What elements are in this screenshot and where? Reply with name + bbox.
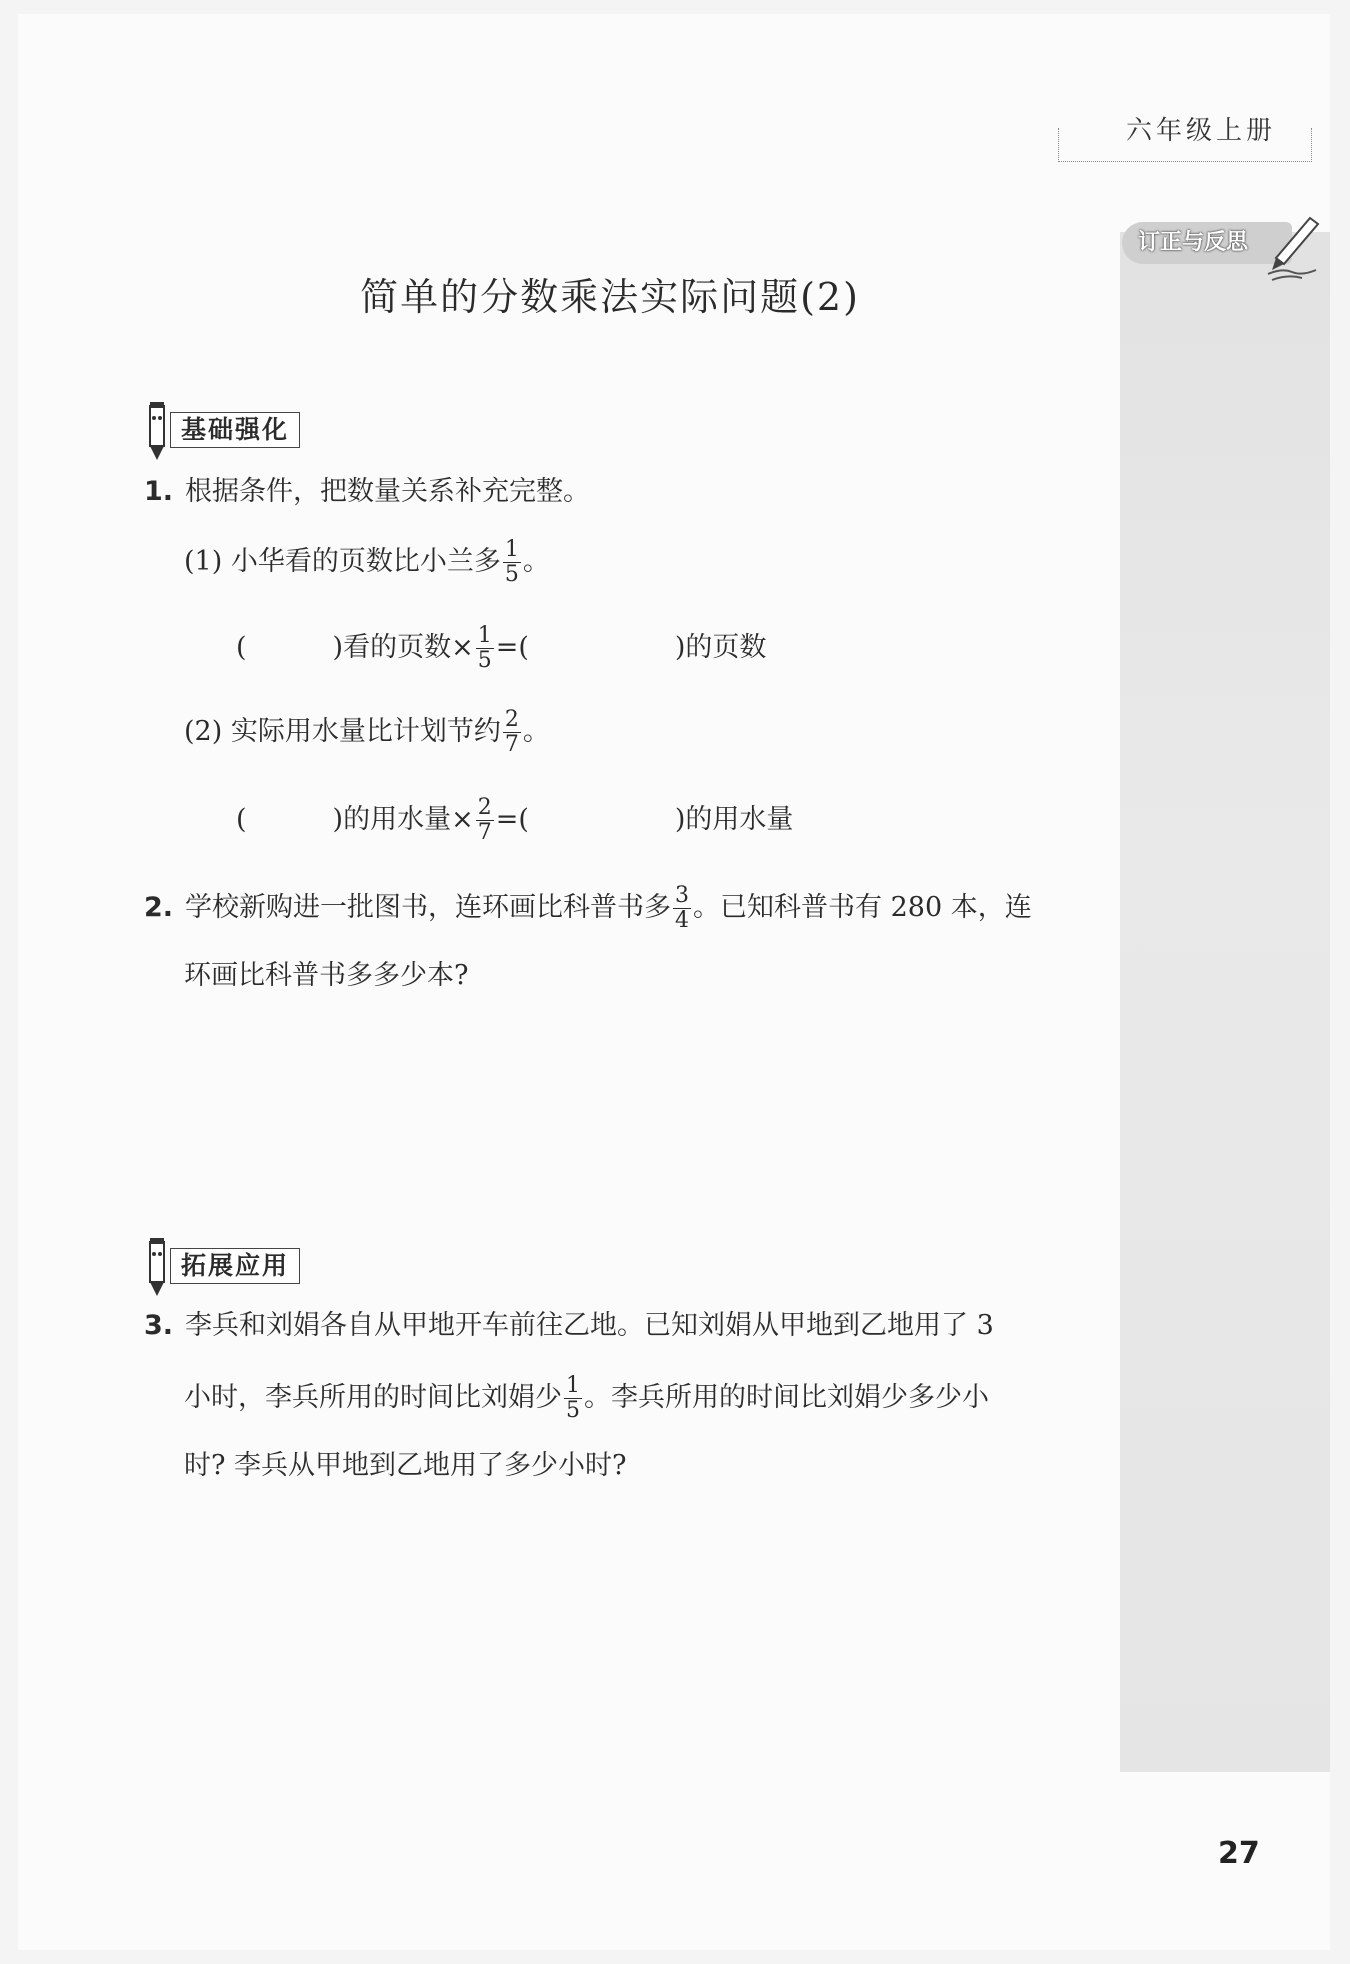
relation-2-end: )的用水量	[674, 804, 794, 835]
fraction: $\frac{1}{5}$	[504, 537, 519, 587]
question-3-line-3: 时? 李兵从甲地到乙地用了多少小时?	[184, 1450, 627, 1481]
fraction: $\frac{3}{4}$	[675, 883, 690, 933]
part-2-text: 实际用水量比计划节约	[230, 716, 501, 747]
question-3	[144, 1306, 994, 1346]
question-3-number: 3.	[144, 1310, 174, 1341]
section-extend-label: 拓展应用	[170, 1248, 300, 1284]
question-1-part-2	[184, 708, 550, 757]
question-3-line-1: 李兵和刘娟各自从甲地开车前往乙地。已知刘娟从甲地到乙地用了 3	[185, 1310, 994, 1341]
pencil-mascot-icon	[144, 400, 170, 462]
question-2-number: 2.	[144, 892, 174, 923]
pen-icon	[1262, 214, 1322, 284]
question-2	[144, 884, 1032, 933]
part-1-text: 小华看的页数比小兰多	[230, 546, 501, 577]
punctuation: 。	[522, 716, 550, 747]
fraction: $\frac{2}{7}$	[504, 707, 519, 757]
punctuation: 。	[522, 546, 550, 577]
fraction: $\frac{1}{5}$	[566, 1373, 580, 1423]
question-1-text: 根据条件，把数量关系补充完整。	[185, 476, 591, 507]
part-2-label: (2)	[184, 716, 223, 747]
question-1-part-1	[184, 538, 550, 587]
relation-1	[236, 624, 766, 673]
blank-open: (	[236, 804, 247, 835]
part-1-label: (1)	[184, 546, 223, 577]
question-2-text-b: 。已知科普书有 280 本，连	[693, 892, 1032, 923]
correction-reflection-tag: 订正与反思	[1122, 222, 1292, 264]
question-2-line-2: 环画比科普书多多少本?	[184, 960, 469, 991]
question-1	[144, 472, 590, 512]
relation-1-mid: )看的页数×	[332, 632, 474, 663]
relation-1-eq: =(	[495, 632, 529, 663]
question-3-text-b: 。李兵所用的时间比刘娟少多少小	[584, 1382, 989, 1413]
fraction: $\frac{1}{5}$	[477, 623, 492, 673]
relation-2	[236, 796, 793, 845]
question-2-text-a: 学校新购进一批图书，连环画比科普书多	[185, 892, 672, 923]
section-basic-label: 基础强化	[170, 412, 300, 448]
correction-margin-panel	[1120, 232, 1330, 1772]
pencil-mascot-icon	[144, 1236, 170, 1298]
relation-1-end: )的页数	[674, 632, 767, 663]
page-number: 27	[1218, 1836, 1260, 1871]
blank-open: (	[236, 632, 247, 663]
question-3-text-a: 小时，李兵所用的时间比刘娟少	[184, 1382, 562, 1413]
fraction: $\frac{2}{7}$	[477, 795, 492, 845]
question-1-number: 1.	[144, 476, 174, 507]
question-3-line-2	[184, 1374, 989, 1423]
relation-2-eq: =(	[495, 804, 529, 835]
relation-2-mid: )的用水量×	[332, 804, 474, 835]
page-title: 简单的分数乘法实际问题(2)	[360, 275, 860, 319]
grade-label: 六年级上册	[1120, 110, 1282, 147]
